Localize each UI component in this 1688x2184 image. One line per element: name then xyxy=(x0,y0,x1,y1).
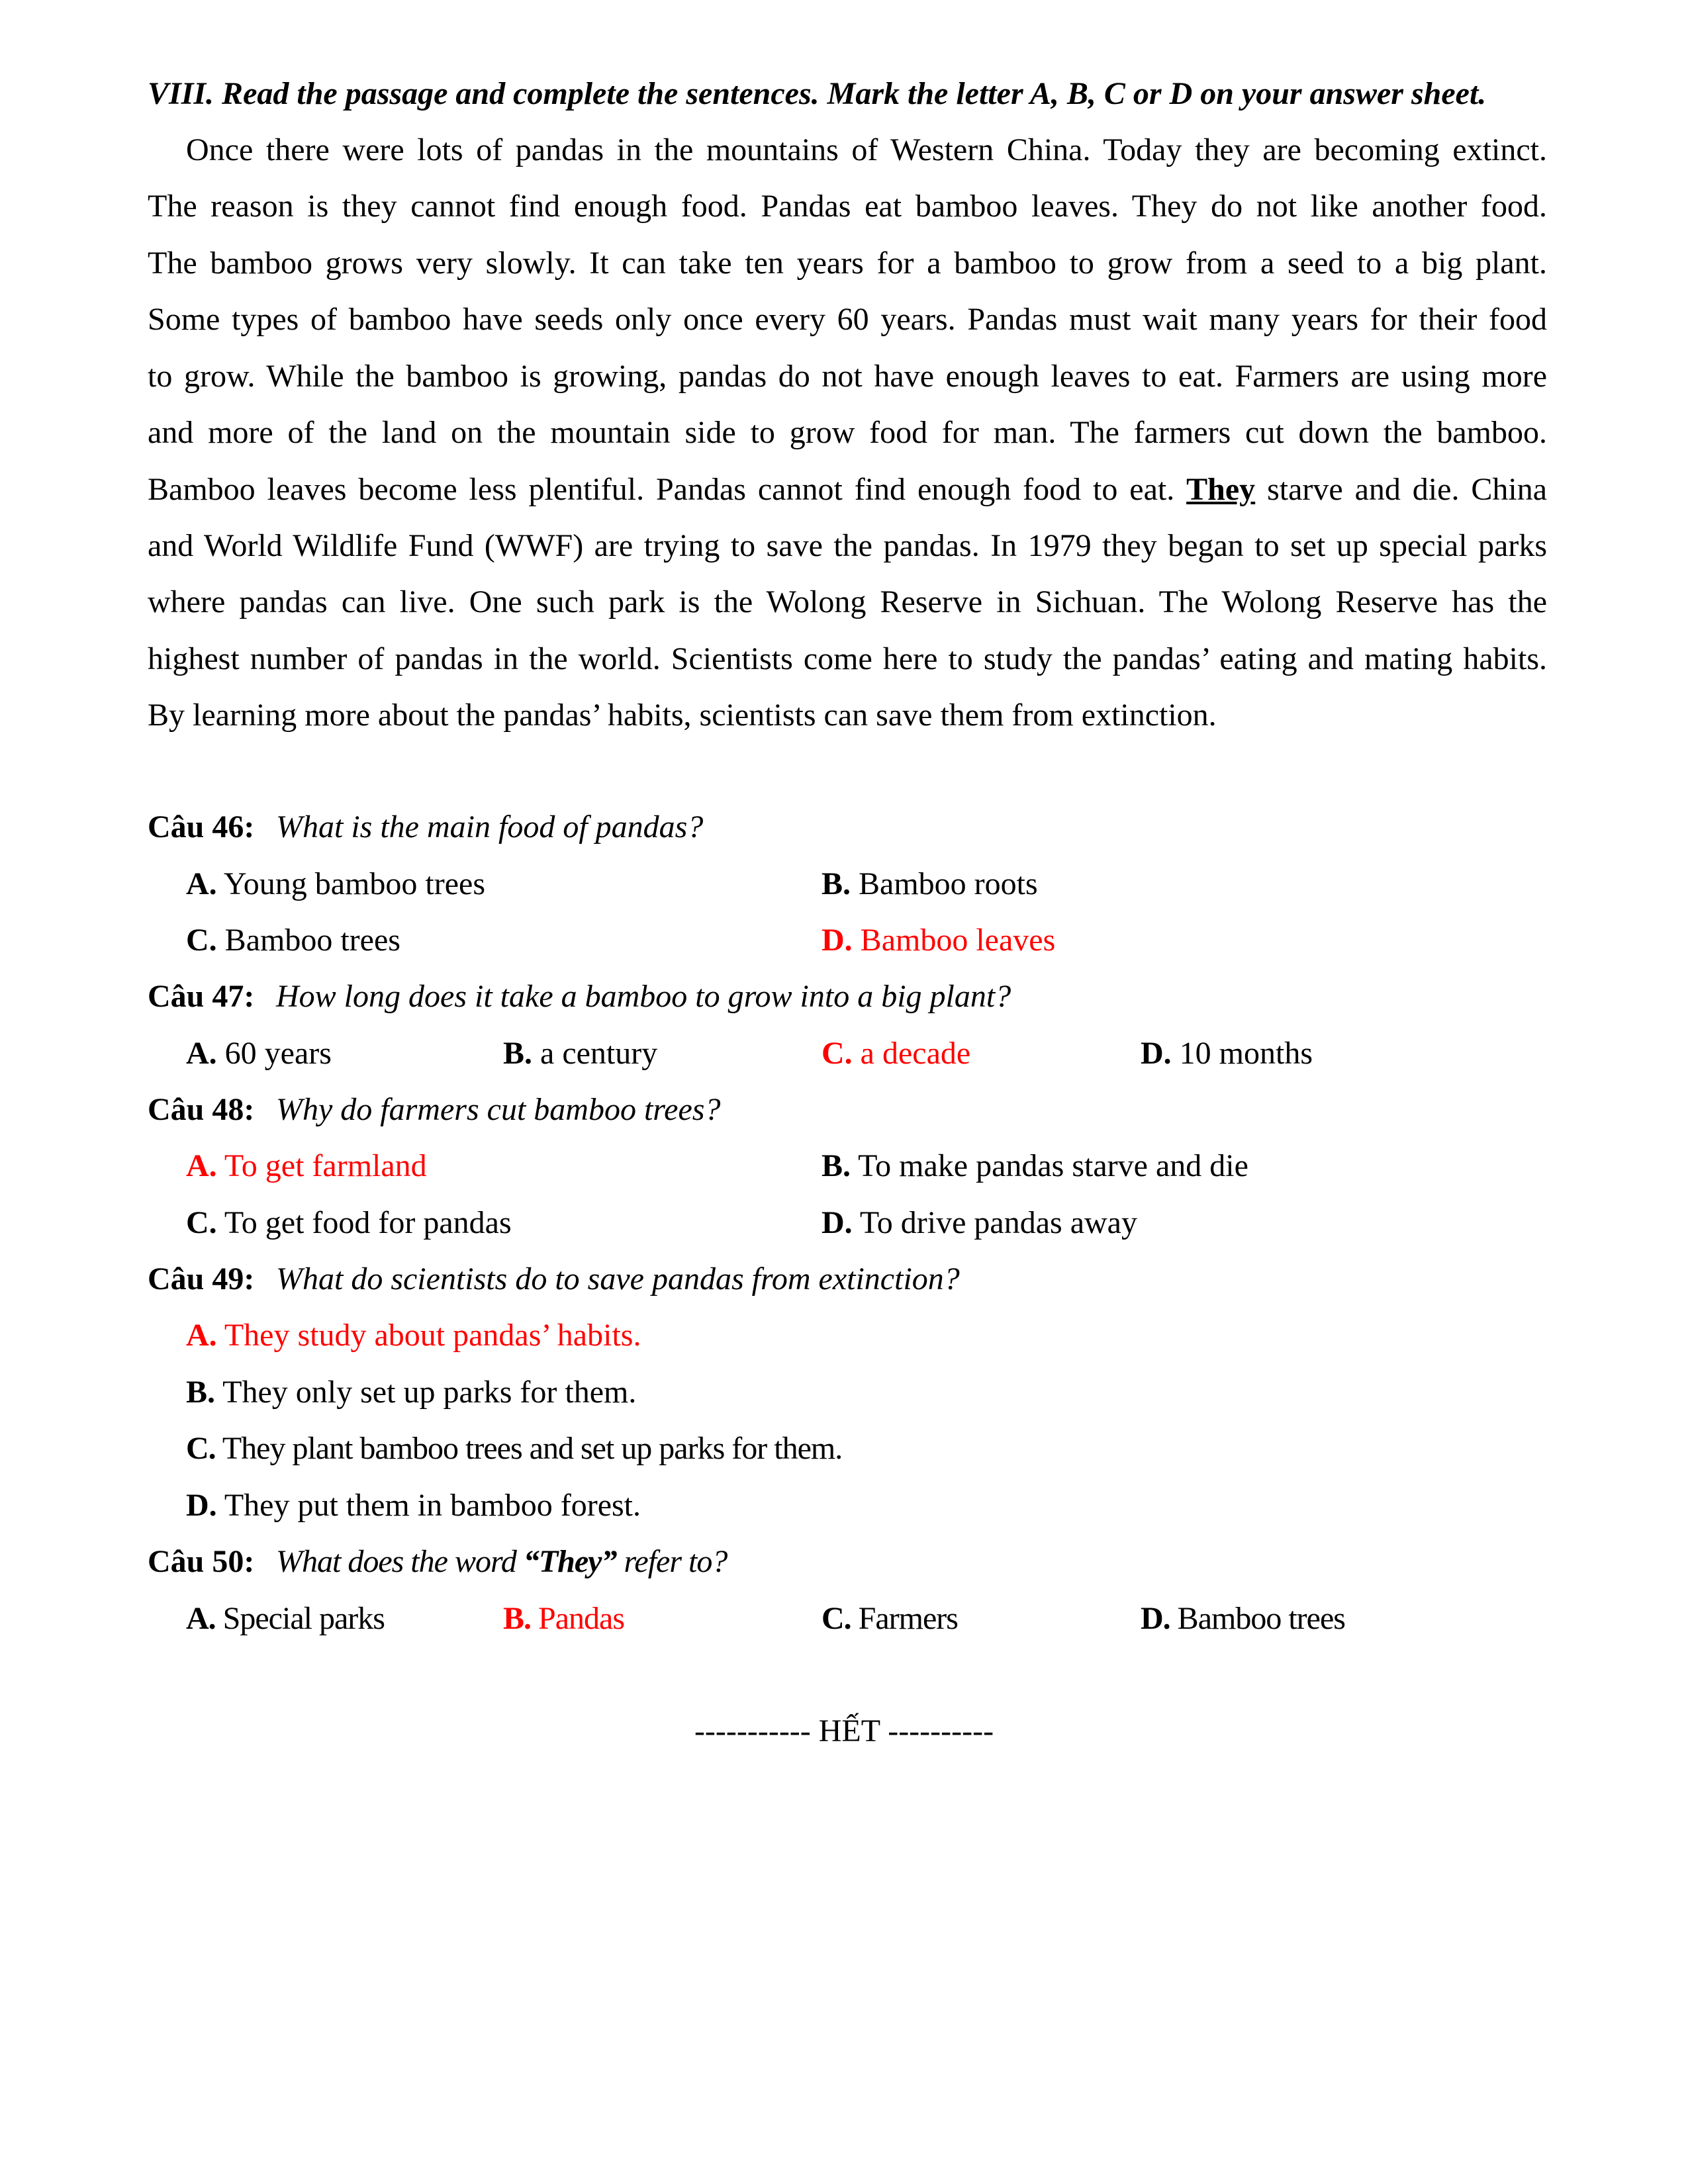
option-text: Bamboo trees xyxy=(1177,1601,1345,1636)
option-letter: B. xyxy=(503,1601,532,1636)
passage-line: The reason is they cannot find enough food. Pandas eat bamboo leaves. They do not like another food. xyxy=(148,189,1547,224)
question-47 xyxy=(148,977,254,1017)
option-text: Young bamboo trees xyxy=(223,866,485,901)
option-letter: C. xyxy=(821,1601,851,1636)
option-text: a century xyxy=(540,1036,658,1071)
option[interactable] xyxy=(186,1599,385,1639)
question-text xyxy=(276,807,703,847)
option-letter: B. xyxy=(821,1148,851,1183)
option-text: 10 months xyxy=(1179,1036,1313,1071)
question-label: Câu 46: xyxy=(148,809,255,844)
section-heading: VIII. Read the passage and complete the sentences. Mark the letter A, B, C or D on your answer sheet. xyxy=(148,76,1487,111)
option[interactable] xyxy=(1141,1034,1313,1073)
passage-line: highest number of pandas in the world. Scientists come here to study the pandas’ eating and mating habits. xyxy=(148,641,1547,676)
option-correct[interactable] xyxy=(821,921,1055,960)
passage-line: and more of the land on the mountain side to grow food for man. The farmers cut down the bamboo. xyxy=(148,415,1547,450)
option-text: To make pandas starve and die xyxy=(858,1148,1248,1183)
option-text: To get farmland xyxy=(224,1148,427,1183)
option[interactable] xyxy=(186,1486,641,1525)
option-text: Special parks xyxy=(222,1601,385,1636)
option-letter: D. xyxy=(186,1488,217,1523)
question-label: Câu 47: xyxy=(148,979,255,1014)
option-text: 60 years xyxy=(224,1036,332,1071)
option-text: They study about pandas’ habits. xyxy=(224,1318,641,1353)
option-letter: A. xyxy=(186,1601,216,1636)
question-keyword: “They” xyxy=(523,1544,617,1579)
option[interactable] xyxy=(186,1203,512,1243)
option-letter: B. xyxy=(821,866,851,901)
option[interactable] xyxy=(1141,1599,1345,1639)
question-49 xyxy=(148,1259,254,1299)
passage-line: Once there were lots of pandas in the mountains of Western China. Today they are becoming extinct. xyxy=(186,132,1547,167)
passage-line xyxy=(148,470,1547,510)
question-text: What is the main food of pandas? xyxy=(276,809,704,844)
option-letter: A. xyxy=(186,1318,217,1353)
passage-line: Some types of bamboo have seeds only once every 60 years. Pandas must wait many years for their food xyxy=(148,302,1547,337)
option-correct[interactable] xyxy=(503,1599,624,1639)
passage-text: Bamboo leaves become less plentiful. Pandas cannot find enough food to eat. xyxy=(148,472,1175,507)
option-text: Bamboo roots xyxy=(859,866,1038,901)
option-letter: D. xyxy=(821,923,853,958)
option-letter: C. xyxy=(186,1205,217,1240)
option-text: To drive pandas away xyxy=(859,1205,1137,1240)
question-text xyxy=(276,1542,727,1582)
option-correct[interactable] xyxy=(186,1146,427,1186)
option-text: Bamboo trees xyxy=(224,923,400,958)
option-letter: B. xyxy=(503,1036,533,1071)
option-letter: D. xyxy=(1141,1036,1172,1071)
question-46 xyxy=(148,807,254,847)
option-letter: D. xyxy=(1141,1601,1170,1636)
end-marker: ----------- HẾT ---------- xyxy=(694,1713,994,1749)
question-48 xyxy=(148,1090,254,1130)
option-text: Bamboo leaves xyxy=(860,923,1056,958)
passage-line: to grow. While the bamboo is growing, pandas do not have enough leaves to eat. Farmers are using more xyxy=(148,359,1547,394)
option-text: They put them in bamboo forest. xyxy=(224,1488,641,1523)
option-text: They only set up parks for them. xyxy=(222,1375,637,1410)
option-text: a decade xyxy=(860,1036,971,1071)
passage-line: where pandas can live. One such park is the Wolong Reserve in Sichuan. The Wolong Reserve has the xyxy=(148,584,1547,619)
passage-line: By learning more about the pandas’ habits, scientists can save them from extinction. xyxy=(148,698,1217,733)
referent-word: They xyxy=(1186,472,1256,507)
option-text: Farmers xyxy=(858,1601,958,1636)
option-letter: C. xyxy=(186,1431,216,1466)
question-50 xyxy=(148,1542,254,1582)
question-text: What do scientists do to save pandas from extinction? xyxy=(276,1261,960,1297)
option[interactable] xyxy=(503,1034,657,1073)
option-text: They plant bamboo trees and set up parks for them. xyxy=(222,1431,843,1466)
option[interactable] xyxy=(186,1034,332,1073)
option-letter: B. xyxy=(186,1375,216,1410)
option-letter: A. xyxy=(186,866,217,901)
option-letter: A. xyxy=(186,1148,217,1183)
question-text: How long does it take a bamboo to grow into a big plant? xyxy=(276,979,1011,1014)
option[interactable] xyxy=(186,1373,636,1412)
question-label: Câu 49: xyxy=(148,1261,255,1297)
option[interactable] xyxy=(186,864,485,904)
option[interactable] xyxy=(821,1203,1137,1243)
option-letter: D. xyxy=(821,1205,853,1240)
passage-line: and World Wildlife Fund (WWF) are trying to save the pandas. In 1979 they began to set up special parks xyxy=(148,528,1547,563)
question-label: Câu 48: xyxy=(148,1092,255,1127)
option-correct[interactable] xyxy=(186,1316,641,1355)
question-text: Why do farmers cut bamboo trees? xyxy=(276,1092,721,1127)
option-letter: A. xyxy=(186,1036,217,1071)
option[interactable] xyxy=(186,921,400,960)
option-letter: C. xyxy=(821,1036,853,1071)
question-text: What does the word xyxy=(276,1544,524,1579)
option[interactable] xyxy=(821,1146,1248,1186)
question-label: Câu 50: xyxy=(148,1544,255,1579)
question-text: refer to? xyxy=(616,1544,727,1579)
option-correct[interactable] xyxy=(821,1034,970,1073)
passage-line: The bamboo grows very slowly. It can take ten years for a bamboo to grow from a seed to a big plant. xyxy=(148,246,1547,281)
option[interactable] xyxy=(821,1599,958,1639)
option[interactable] xyxy=(821,864,1038,904)
passage-text: starve and die. China xyxy=(1267,472,1547,507)
option-text: To get food for pandas xyxy=(224,1205,512,1240)
option-text: Pandas xyxy=(538,1601,624,1636)
option[interactable] xyxy=(186,1429,842,1469)
option-letter: C. xyxy=(186,923,217,958)
